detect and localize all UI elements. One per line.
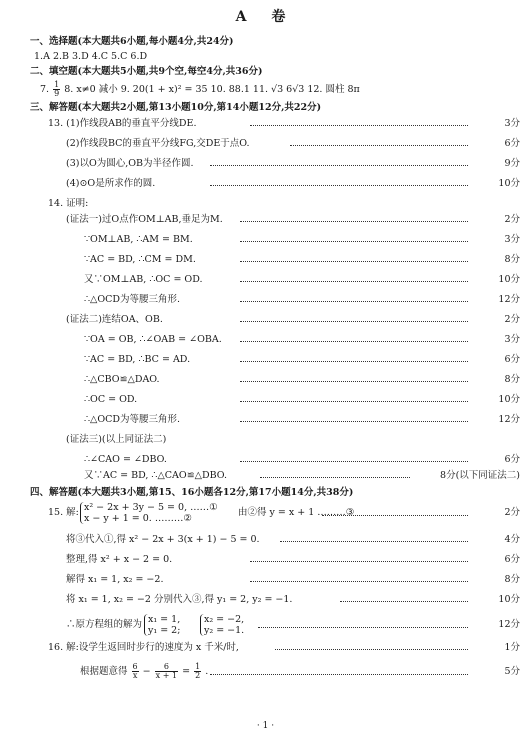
q7-numerator: 1 xyxy=(54,80,60,89)
section2-answers xyxy=(40,80,360,100)
step-text: ∵OA = OB, ∴∠OAB = ∠OBA. xyxy=(84,334,222,345)
q15-eq2: x − y + 1 = 0. ………② xyxy=(84,512,192,524)
section3-heading: 三、解答题(本大题共2小题,第13小题10分,第14小题12分,共22分) xyxy=(30,102,322,113)
q7-denominator: 9 xyxy=(54,89,60,98)
step-text: 整理,得 x² + x − 2 = 0. xyxy=(66,554,173,565)
q15-sol2-x: x₂ = −2, xyxy=(204,613,245,625)
dot-leader xyxy=(250,581,468,582)
q16-fraction-1-den: x xyxy=(132,671,138,680)
q15-conclusion-prefix: ∴原方程组的解为 xyxy=(66,619,143,630)
answer-step-line xyxy=(0,292,531,307)
q16-line1 xyxy=(0,640,531,655)
dot-leader xyxy=(210,165,468,166)
q16-line2 xyxy=(0,660,531,684)
q15-conclusion-leader xyxy=(258,627,468,628)
step-score: 2分 xyxy=(504,314,520,325)
answer-step-line xyxy=(0,532,531,547)
step-score: 8分 xyxy=(504,574,520,585)
step-text: (证法一)过O点作OM⊥AB,垂足为M. xyxy=(66,214,223,225)
q15-equation-system xyxy=(80,502,218,524)
q15-derive: 由②得 y = x + 1 ………③ xyxy=(238,507,355,518)
step-score: 3分 xyxy=(504,334,520,345)
step-text: (4)⊙O是所求作的圆. xyxy=(66,178,156,189)
section2-answers-line xyxy=(0,80,531,100)
q16-fraction-3-den: 2 xyxy=(195,671,201,680)
page-number: · 1 · xyxy=(256,721,275,731)
step-text: ∴∠CAO = ∠DBO. xyxy=(84,454,167,465)
dot-leader xyxy=(240,461,468,462)
q15-sol1-y: y₁ = 2; xyxy=(148,624,181,636)
step-score: 6分 xyxy=(504,554,520,565)
q16-fraction-1-num: 6 xyxy=(132,662,138,671)
step-score: 12分 xyxy=(498,294,520,305)
q15-eq1: x² − 2x + 3y − 5 = 0, ……① xyxy=(84,501,218,513)
dot-leader xyxy=(280,541,468,542)
dot-leader xyxy=(240,321,468,322)
q16-line1-score: 1分 xyxy=(504,642,520,653)
step-text: ∵AC = BD, ∴BC = AD. xyxy=(84,354,191,365)
q15-solution-1 xyxy=(144,612,180,638)
dot-leader xyxy=(240,261,468,262)
answer-step-line xyxy=(0,372,531,387)
step-text: ∴△OCD为等腰三角形. xyxy=(84,414,181,425)
q15-system xyxy=(80,500,218,526)
step-score: 6分 xyxy=(504,454,520,465)
dot-leader xyxy=(240,381,468,382)
step-text: 解得 x₁ = 1, x₂ = −2. xyxy=(66,574,164,585)
q15-sol2-y: y₂ = −1. xyxy=(204,624,245,636)
dot-leader xyxy=(240,301,468,302)
q16-fraction-2-den: x + 1 xyxy=(155,671,178,680)
q16-minus: − xyxy=(142,666,151,677)
step-score: 10分 xyxy=(498,594,520,605)
q15-conclusion-score: 12分 xyxy=(498,619,520,630)
section1-heading-line xyxy=(0,34,531,49)
step-score: 8分(以下同证法二) xyxy=(440,470,520,481)
step-text: 将③代入①,得 x² − 2x + 3(x + 1) − 5 = 0. xyxy=(66,534,260,545)
page-title: A 卷 xyxy=(235,9,296,25)
dot-leader xyxy=(340,601,468,602)
q16-fraction-3 xyxy=(194,663,201,680)
dot-leader xyxy=(240,241,468,242)
answer-step-line xyxy=(0,136,531,151)
q15-sol1-x: x₁ = 1, xyxy=(148,613,181,625)
q14-label: 14. 证明: xyxy=(48,198,89,209)
section4-heading: 四、解答题(本大题共3小题,第15、16小题各12分,第17小题14分,共38分) xyxy=(30,487,354,498)
step-score: 10分 xyxy=(498,274,520,285)
section1-answers-line xyxy=(0,49,531,64)
step-text: ∴OC = OD. xyxy=(84,394,138,405)
answer-step-line xyxy=(0,312,531,327)
q14-label-line xyxy=(0,196,531,211)
step-text: ∵OM⊥AB, ∴AM = BM. xyxy=(84,234,193,245)
dot-leader xyxy=(210,185,468,186)
step-text: (证法三)(以上同证法二) xyxy=(66,434,167,445)
answer-step-line xyxy=(0,572,531,587)
step-text: 将 x₁ = 1, x₂ = −2 分别代入③,得 y₁ = 2, y₂ = −1. xyxy=(66,594,293,605)
dot-leader xyxy=(240,281,468,282)
q16-line1-leader xyxy=(275,649,468,650)
q15-conclusion-line xyxy=(0,612,531,638)
section2-rest: 8. x≠0 减小 9. 20(1 + x)² = 35 10. 88.1 11. √3 6√3 12. 圆柱 8π xyxy=(64,84,360,95)
section1-heading: 一、选择题(本大题共6小题,每小题4分,共24分) xyxy=(30,36,234,47)
step-text: ∵AC = BD, ∴CM = DM. xyxy=(84,254,196,265)
step-text: ∴△CBO≌△DAO. xyxy=(84,374,160,385)
step-score: 2分 xyxy=(504,214,520,225)
step-score: 3分 xyxy=(504,234,520,245)
dot-leader xyxy=(240,361,468,362)
step-score: 3分 xyxy=(504,118,520,129)
dot-leader xyxy=(250,561,468,562)
answer-step-line xyxy=(0,252,531,267)
answer-step-line xyxy=(0,232,531,247)
q15-system-line xyxy=(0,500,531,526)
q16-fraction-1 xyxy=(132,663,139,680)
answer-step-line xyxy=(0,272,531,287)
q7-fraction xyxy=(53,81,60,98)
step-score: 10分 xyxy=(498,178,520,189)
step-score: 12分 xyxy=(498,414,520,425)
q16-end: . xyxy=(205,666,209,677)
answer-step-line xyxy=(0,352,531,367)
q15-solution-2 xyxy=(200,612,244,638)
answer-step-line xyxy=(0,552,531,567)
section4-heading-line xyxy=(0,485,531,500)
step-score: 6分 xyxy=(504,354,520,365)
step-score: 4分 xyxy=(504,534,520,545)
step-text: 13. (1)作线段AB的垂直平分线DE. xyxy=(48,118,197,129)
q15-label: 15. 解: xyxy=(48,507,79,518)
step-text: (3)以O为圆心,OB为半径作圆. xyxy=(66,158,194,169)
answer-step-line xyxy=(0,432,531,447)
dot-leader xyxy=(240,401,468,402)
section1-answers: 1.A 2.B 3.D 4.C 5.C 6.D xyxy=(34,51,148,62)
dot-leader xyxy=(240,221,468,222)
section2-heading-line xyxy=(0,64,531,79)
q15-solution-1-system xyxy=(144,614,180,636)
q16-equals: = xyxy=(182,666,191,677)
answer-step-line xyxy=(0,452,531,467)
q16-prefix: 根据题意得 xyxy=(80,666,128,677)
dot-leader xyxy=(250,125,468,126)
q16-line1-text: 16. 解:设学生返回时步行的速度为 x 千米/时, xyxy=(48,642,239,653)
section3-heading-line xyxy=(0,100,531,115)
step-text: (2)作线段BC的垂直平分线FG,交DE于点O. xyxy=(66,138,250,149)
step-score: 6分 xyxy=(504,138,520,149)
q16-equation xyxy=(80,660,208,684)
q15-derive-leader xyxy=(322,515,468,516)
step-text: (证法二)连结OA、OB. xyxy=(66,314,163,325)
step-score: 8分 xyxy=(504,254,520,265)
step-text: 又∵OM⊥AB, ∴OC = OD. xyxy=(84,274,203,285)
q16-fraction-3-num: 1 xyxy=(195,662,201,671)
step-score: 8分 xyxy=(504,374,520,385)
q15-derive-score: 2分 xyxy=(504,507,520,518)
answer-step-line xyxy=(0,212,531,227)
q16-fraction-2 xyxy=(155,663,178,680)
q15-solution-2-system xyxy=(200,614,244,636)
q16-line2-score: 5分 xyxy=(504,666,520,677)
dot-leader xyxy=(290,145,468,146)
q16-line2-leader xyxy=(210,674,468,675)
step-score: 10分 xyxy=(498,394,520,405)
q16-fraction-2-num: 6 xyxy=(155,663,178,672)
answer-step-line xyxy=(0,176,531,191)
step-text: 又∵AC = BD, ∴△CAO≌△DBO. xyxy=(84,470,227,481)
dot-leader xyxy=(260,477,410,478)
dot-leader xyxy=(240,341,468,342)
answer-step-line xyxy=(0,332,531,347)
step-score: 9分 xyxy=(504,158,520,169)
section2-heading: 二、填空题(本大题共5小题,共9个空,每空4分,共36分) xyxy=(30,66,263,77)
dot-leader xyxy=(240,421,468,422)
step-text: ∴△OCD为等腰三角形. xyxy=(84,294,181,305)
answer-step-line xyxy=(0,116,531,131)
q7-prefix: 7. xyxy=(40,84,50,95)
answer-step-line xyxy=(0,156,531,171)
answer-step-line xyxy=(0,468,531,483)
answer-step-line xyxy=(0,592,531,607)
answer-step-line xyxy=(0,412,531,427)
answer-step-line xyxy=(0,392,531,407)
